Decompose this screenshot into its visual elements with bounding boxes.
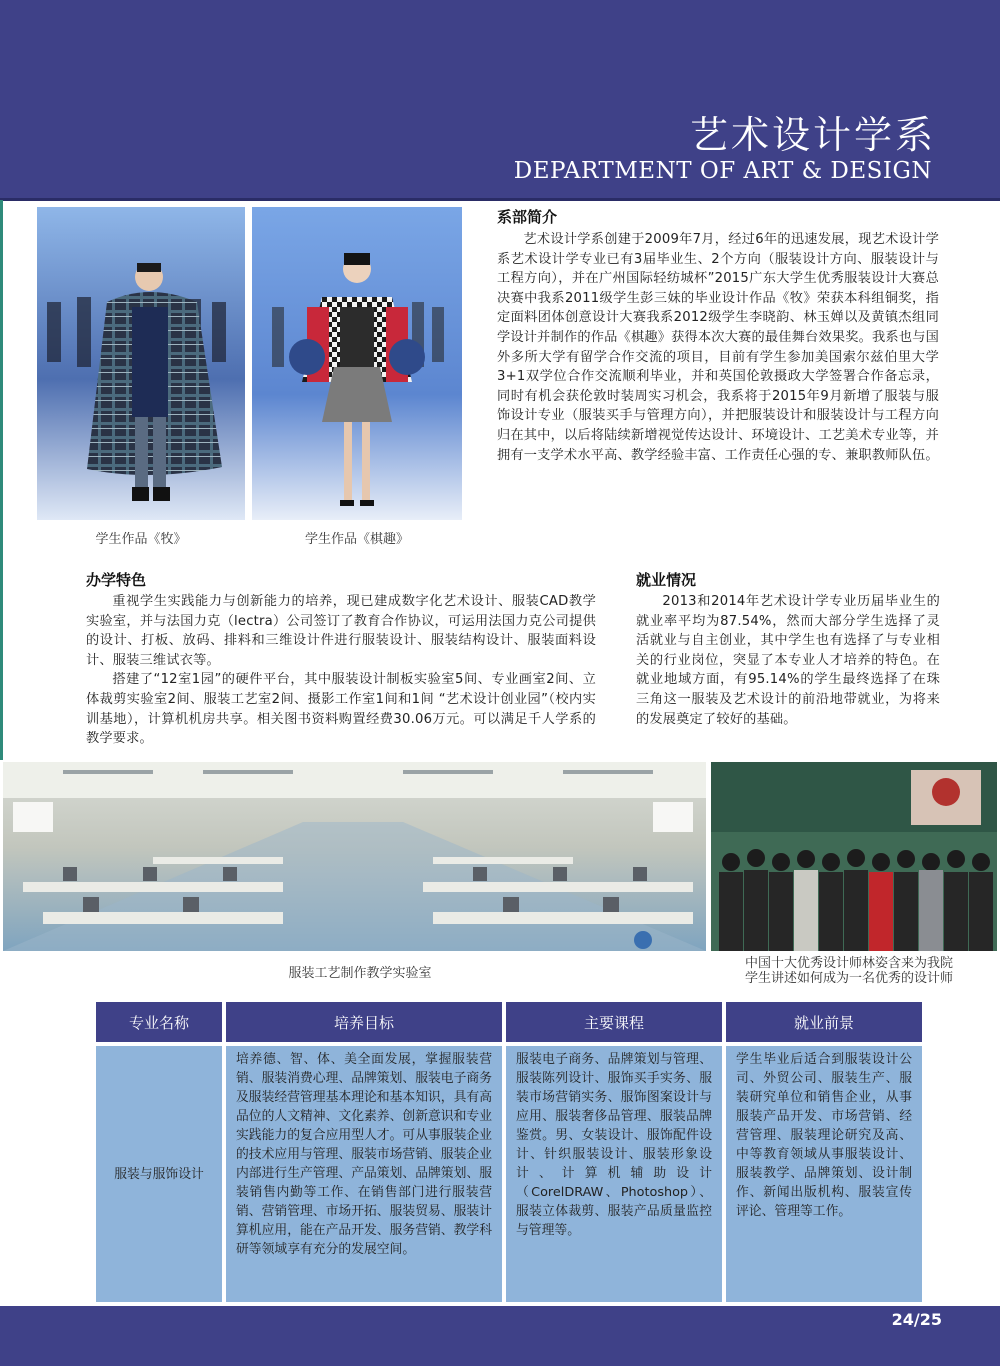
section-text-features bbox=[86, 592, 596, 749]
photo-student-work-qiqu bbox=[252, 207, 462, 520]
features-paragraph-2: 搭建了“12室1园”的硬件平台，其中服装设计制板实验室5间、专业画室2间、立体裁剪实验室2间、服装工艺室2间、摄影工作室1间和1间 “艺术设计创业园”（校内实训基地），计算机机房共享。相关图书资料购置经费30.06万元。可以满足千人学系的教学要求。 bbox=[86, 672, 596, 747]
caption-designer-lecture bbox=[724, 956, 974, 986]
caption-lecture-line-2: 学生讲述如何成为一名优秀的设计师 bbox=[744, 971, 953, 986]
table-cell-goal: 培养德、智、体、美全面发展，掌握服装营销、服装消费心理、品牌策划、服装电子商务及服装经营管理基本理论和基本知识，具有高品位的人文精神、文化素养、创新意识和专业实践能力的复合应用型人才。可从事服装企业的技术应用与管理、服装市场营销、服装企业内部进行生产管理、产品策划、品牌策划、服装销售内勤等工作、在销售部门进行服装营销、营销管理、市场开拓、服装贸易、服装计算机应用，能在产品开发、服务营销、教学科研等领域享有充分的发展空间。 bbox=[226, 1046, 502, 1302]
features-paragraph-1: 重视学生实践能力与创新能力的培养，现已建成数字化艺术设计、服装CAD教学实验室，并与法国力克（lectra）公司签订了教育合作协议，可运用法国力克公司提供的设计、打板、放码、排料和三维设计件进行服装设计、服装结构设计、服装面料设计、服装三维试衣等。 bbox=[86, 594, 596, 668]
footer-bar bbox=[0, 1306, 1000, 1366]
section-text-intro bbox=[497, 230, 939, 465]
department-title-cn: 艺术设计学系 bbox=[689, 113, 936, 157]
caption-student-work-qiqu: 学生作品《棋趣》 bbox=[304, 532, 409, 547]
garment-lab-image bbox=[3, 762, 706, 951]
table-header-prospects: 就业前景 bbox=[726, 1002, 922, 1042]
caption-lecture-line-1: 中国十大优秀设计师林姿含来为我院 bbox=[744, 956, 953, 971]
designer-lecture-image bbox=[711, 762, 997, 951]
section-title-features: 办学特色 bbox=[86, 571, 147, 589]
runway-photo-mu-image bbox=[37, 207, 245, 520]
table-cell-major bbox=[96, 1046, 222, 1302]
section-title-employment: 就业情况 bbox=[636, 571, 697, 589]
caption-student-work-mu: 学生作品《牧》 bbox=[95, 532, 187, 547]
photo-designer-lecture bbox=[711, 762, 997, 951]
table-cell-courses: 服装电子商务、品牌策划与管理、服装陈列设计、服饰买手实务、服装市场营销实务、服饰图案设计与应用、服装奢侈品管理、服装品牌鉴赏。男、女装设计、服饰配件设计、针织服装设计、服装形象设计、计算机辅助设计（CorelDRAW、Photoshop）、服装立体裁剪、服装产品质量监控与管理等。 bbox=[506, 1046, 722, 1302]
runway-photo-qiqu-image bbox=[252, 207, 462, 520]
photo-garment-lab bbox=[3, 762, 706, 951]
caption-garment-lab: 服装工艺制作教学实验室 bbox=[288, 966, 432, 981]
left-accent-line bbox=[0, 200, 3, 760]
department-title-en: DEPARTMENT OF ART & DESIGN bbox=[513, 158, 932, 184]
major-name: 服装与服饰设计 bbox=[114, 1166, 204, 1182]
page-number: 24/25 bbox=[891, 1310, 942, 1329]
photo-student-work-mu bbox=[37, 207, 245, 520]
table-header-major: 专业名称 bbox=[96, 1002, 222, 1042]
employment-paragraph: 2013和2014年艺术设计学专业历届毕业生的就业率平均为87.54%，然而大部分学生选择了灵活就业与自主创业，其中学生也有选择了与专业相关的行业岗位，突显了本专业人才培养的特色。在就业地域方面，有95.14%的学生最终选择了在珠三角这一服装及艺术设计的前沿地带就业，为将来的发展奠定了较好的基础。 bbox=[636, 594, 940, 727]
intro-paragraph: 艺术设计学系创建于2009年7月，经过6年的迅速发展，现艺术设计学系艺术设计学专业已有3届毕业生、2个方向（服装设计方向、服装设计与工程方向），并在广州国际轻纺城杯”2015广东大学生优秀服装设计大赛总决赛中我系2011级学生彭三妹的毕业设计作品《牧》荣获本科组铜奖，指定面料团体创意设计大赛我系2012级学生李晓韵、林玉婵以及黄镇杰组同学设计并制作的作品《棋趣》获得本次大赛的最佳舞台效果奖。我系也与国外多所大学有留学合作交流的项目，目前有学生参加美国索尔兹伯里大学3+1双学位合作交流顺利毕业，并和英国伦敦摄政大学签署合作备忘录，同时有机会获伦敦时装周实习机会，我系将于2015年9月新增了服装与服饰设计专业（服装买手与管理方向），并把服装设计和服装设计与工程方向归在其中，以后将陆续新增视觉传达设计、环境设计、工艺美术专业等，并拥有一支学术水平高、教学经验丰富、工作责任心强的专、兼职教师队伍。 bbox=[497, 232, 939, 463]
section-title-intro: 系部简介 bbox=[497, 208, 558, 226]
section-text-employment bbox=[636, 592, 940, 729]
table-header-goal: 培养目标 bbox=[226, 1002, 502, 1042]
header-divider bbox=[0, 198, 1000, 201]
table-cell-prospects: 学生毕业后适合到服装设计公司、外贸公司、服装生产、服装研究单位和销售企业，从事服装产品开发、市场营销、经营管理、服装理论研究及高、中等教育领域从事服装设计、服装教学、品牌策划、设计制作、新闻出版机构、服装宣传评论、管理等工作。 bbox=[726, 1046, 922, 1302]
table-header-courses: 主要课程 bbox=[506, 1002, 722, 1042]
